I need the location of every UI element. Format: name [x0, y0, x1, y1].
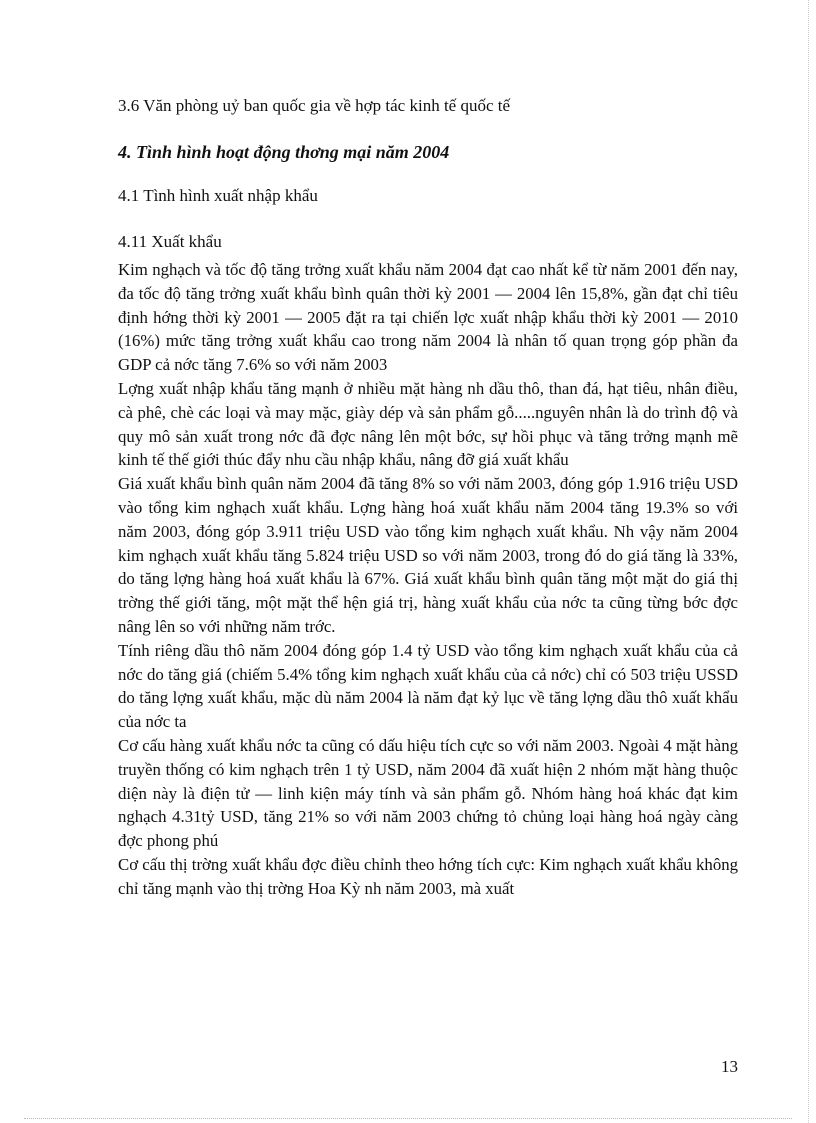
paragraph: Cơ cấu thị trờng xuất khẩu đợc điều chỉnh theo hớng tích cực: Kim nghạch xuất khẩu không chỉ tăng mạnh vào thị trờng Hoa Kỳ nh năm 2003, mà xuất [118, 854, 738, 898]
heading-4-11: 4.11 Xuất khẩu [118, 232, 222, 251]
paragraph: Giá xuất khẩu bình quân năm 2004 đã tăng 8% so với năm 2003, đóng góp 1.916 triệu USD vào tổng kim nghạch xuất khẩu. Lợng hàng hoá xuất khẩu năm 2004 tăng 19.3% so với năm 2003, đóng góp 3.911 triệu USD vào tổng kim nghạch xuất khẩu. Nh vậy năm 2004 kim nghạch xuất khẩu tăng 5.824 triệu USD so với năm 2003, trong đó do giá tăng là 33%, do tăng lợng hàng hoá xuất khẩu là 67%. Giá xuất khẩu bình quân tăng một mặt do giá thị trờng thế giới tăng, một mặt thể hện giá trị, hàng xuất khẩu của nớc ta cũng từng bớc đợc nâng lên so với những năm trớc. [118, 474, 738, 636]
paragraph: Lợng xuất nhập khẩu tăng mạnh ở nhiều mặt hàng nh dầu thô, than đá, hạt tiêu, nhân điều, cà phê, chè các loại và may mặc, giày dép và sản phẩm gỗ.....nguyên nhân là do trình độ và quy mô sản xuất trong nớc đã đợc nâng lên một bớc, sự hồi phục và tăng trởng mạnh mẽ kinh tế thế giới thúc đẩy nhu cầu nhập khẩu, nâng đỡ giá xuất khẩu [118, 378, 738, 470]
heading-3-6: 3.6 Văn phòng uỷ ban quốc gia về hợp tác kinh tế quốc tế [118, 96, 511, 115]
page-bottom-border [24, 1118, 792, 1119]
page-number: 13 [721, 1057, 738, 1076]
body-text [118, 258, 738, 901]
paragraph: Tính riêng dầu thô năm 2004 đóng góp 1.4 tỷ USD vào tổng kim nghạch xuất khẩu của cả nớc do tăng giá (chiếm 5.4% tổng kim nghạch xuất khẩu của cả nớc) chỉ có 503 triệu USSD do tăng lợng xuất khẩu, mặc dù năm 2004 là năm đạt kỷ lục về tăng lợng dầu thô xuất khẩu của nớc ta [118, 640, 738, 732]
heading-4-1: 4.1 Tình hình xuất nhập khẩu [118, 186, 318, 205]
paragraph: Cơ cấu hàng xuất khẩu nớc ta cũng có dấu hiệu tích cực so với năm 2003. Ngoài 4 mặt hàng truyền thống có kim nghạch trên 1 tỷ USD, năm 2004 đã xuất hiện 2 nhóm mặt hàng thuộc diện này là điện tử — linh kiện máy tính và sản phẩm gỗ. Nhóm hàng hoá khác đạt kim nghạch 4.31tỷ USD, tăng 21% so với năm 2003 chứng tỏ chủng loại hàng hoá ngày càng đợc phong phú [118, 735, 738, 851]
page-right-border [808, 0, 809, 1123]
heading-4: 4. Tình hình hoạt động thơng mại năm 2004 [118, 142, 450, 162]
paragraph: Kim nghạch và tốc độ tăng trởng xuất khẩu năm 2004 đạt cao nhất kể từ năm 2001 đến nay, đa tốc độ tăng trởng xuất khẩu bình quân thời kỳ 2001 — 2004 lên 15,8%, gần đạt chỉ tiêu định hớng thời kỳ 2001 — 2005 đặt ra tại chiến lợc xuất nhập khẩu thời kỳ 2001 — 2010 (16%) mức tăng trởng xuất khẩu cao trong năm 2004 là nhân tố quan trọng góp phần đa GDP cả nớc tăng 7.6% so với năm 2003 [118, 260, 738, 375]
